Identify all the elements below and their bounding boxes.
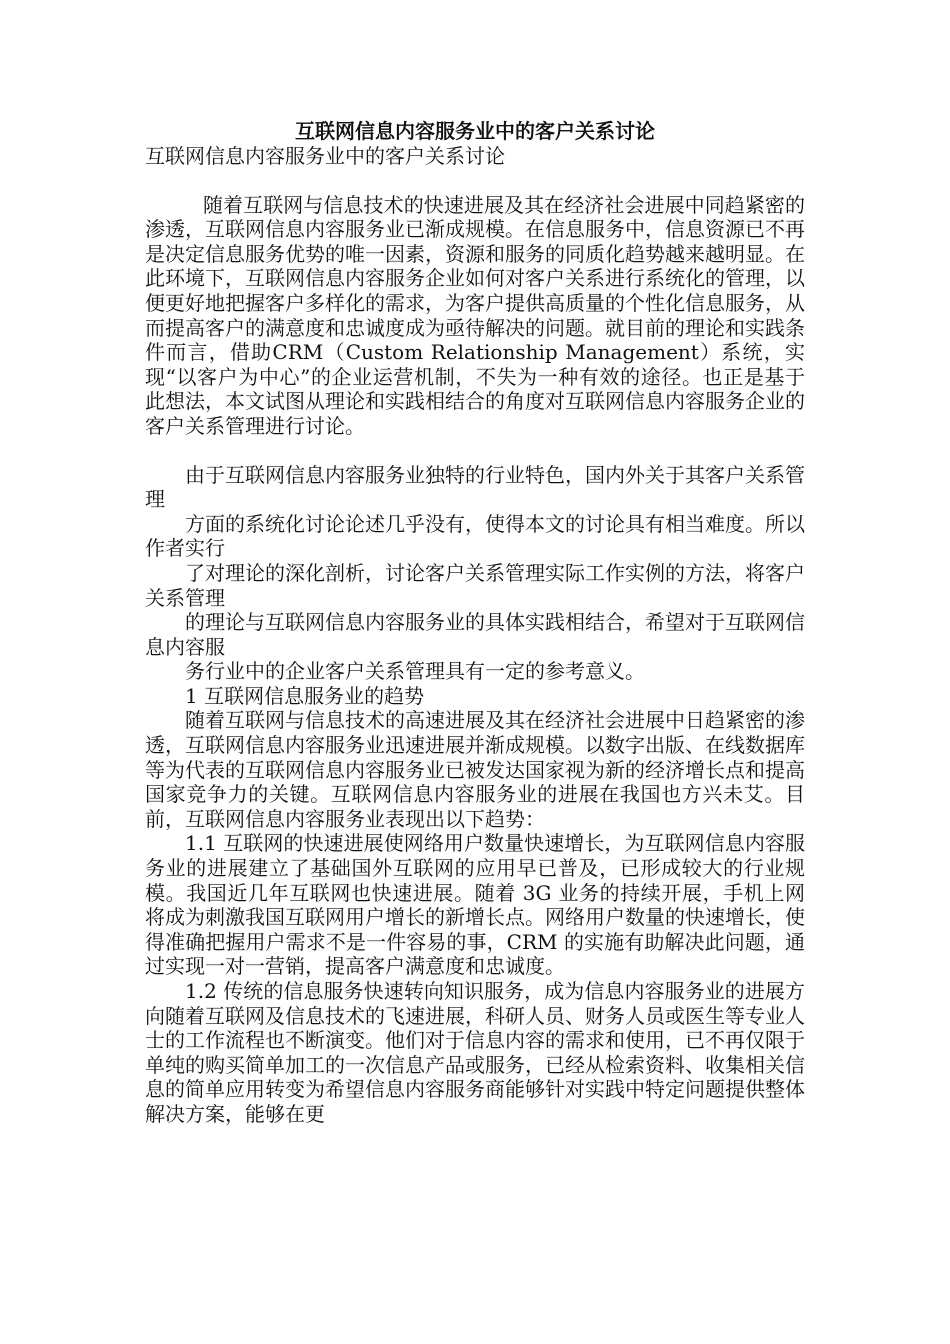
- document-title: 互联网信息内容服务业中的客户关系讨论: [295, 119, 655, 143]
- fragment-line-2: 方面的系统化讨论论述几乎没有，使得本文的讨论具有相当难度。所以作者实行: [145, 511, 805, 561]
- section-1-2-paragraph: 1.2 传统的信息服务快速转向知识服务，成为信息内容服务业的进展方向随着互联网及信息技术的飞速进展，科研人员、财务人员或医生等专业人士的工作流程也不断演变。他们对于信息内容的需求和使用，已不再仅限于单纯的购买简单加工的一次信息产品或服务，已经从检索资料、收集相关信息的简单应用转变为希望信息内容服务商能够针对实践中特定问题提供整体解决方案，能够在更: [145, 979, 805, 1126]
- section-1-heading: 1 互联网信息服务业的趋势: [185, 683, 425, 708]
- document-body: [145, 118, 805, 1127]
- fragment-line-3: 了对理论的深化剖析，讨论客户关系管理实际工作实例的方法，将客户关系管理: [145, 560, 805, 610]
- fragment-line-5: 务行业中的企业客户关系管理具有一定的参考意义。: [185, 659, 645, 684]
- document-subtitle: 互联网信息内容服务业中的客户关系讨论: [145, 144, 505, 168]
- intro-paragraph: 随着互联网与信息技术的快速进展及其在经济社会进展中同趋紧密的渗透，互联网信息内容服务业已渐成规模。在信息服务中，信息资源已不再是决定信息服务优势的唯一因素，资源和服务的同质化趋势越来越明显。在此环境下，互联网信息内容服务企业如何对客户关系进行系统化的管理，以便更好地把握客户多样化的需求，为客户提供高质量的个性化信息服务，从而提高客户的满意度和忠诚度成为亟待解决的问题。就目前的理论和实践条件而言，借助CRM（Custom Relationship Management）系统，实现“以客户为中心”的企业运营机制，不失为一种有效的途径。也正是基于此想法，本文试图从理论和实践相结合的角度对互联网信息内容服务企业的客户关系管理进行讨论。: [145, 192, 805, 438]
- fragment-line-4: 的理论与互联网信息内容服务业的具体实践相结合，希望对于互联网信息内容服: [145, 610, 805, 659]
- paragraph-spacer: [145, 439, 805, 463]
- fragment-line-1: 由于互联网信息内容服务业独特的行业特色，国内外关于其客户关系管理: [145, 462, 805, 512]
- section-1-1-paragraph: 1.1 互联网的快速进展使网络用户数量快速增长，为互联网信息内容服务业的进展建立了基础国外互联网的应用早已普及，已形成较大的行业规模。我国近几年互联网也快速进展。随着 3G 业务的持续开展，手机上网将成为刺激我国互联网用户增长的新增长点。网络用户数量的快速增长，使得准确把握用户需求不是一件容易的事，CRM 的实施有助解决此问题，通过实现一对一营销，提高客户满意度和忠诚度。: [145, 831, 805, 979]
- section-1-paragraph: 随着互联网与信息技术的高速进展及其在经济社会进展中日趋紧密的渗透，互联网信息内容服务业迅速进展并渐成规模。以数字出版、在线数据库等为代表的互联网信息内容服务业已被发达国家视为新的经济增长点和提高国家竞争力的关键。互联网信息内容服务业的进展在我国也方兴未艾。目前，互联网信息内容服务业表现出以下趋势：: [145, 708, 805, 831]
